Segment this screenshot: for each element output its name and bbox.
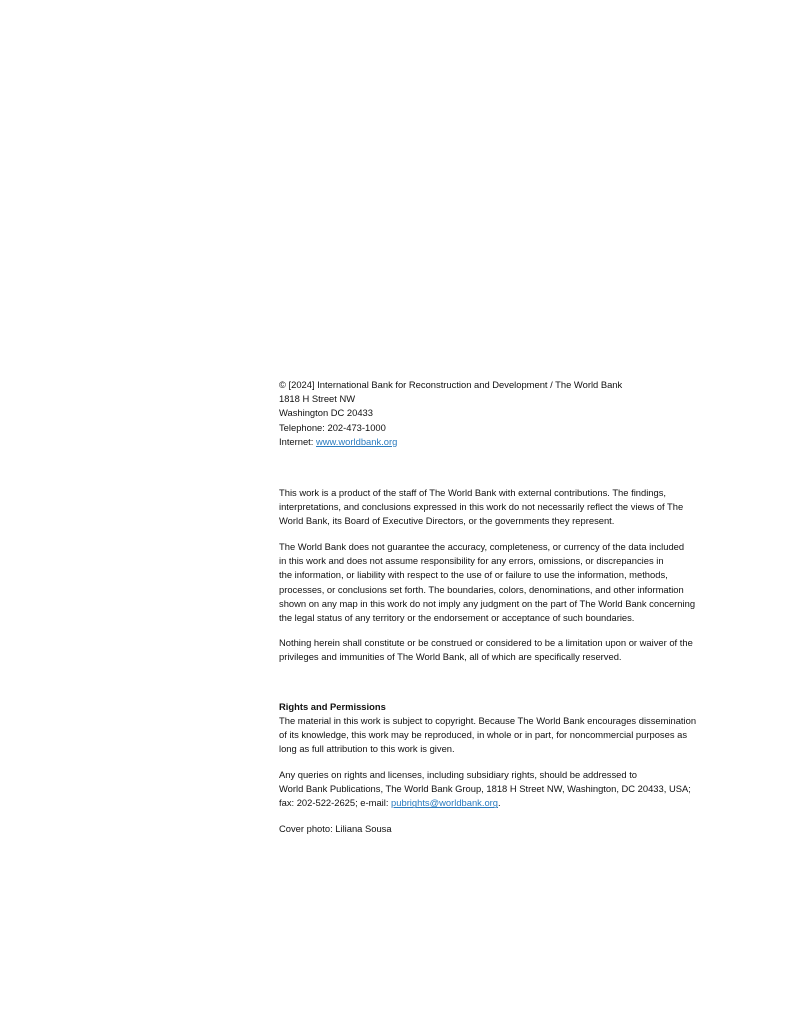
paragraph-line: privileges and immunities of The World Bank, all of which are specifically reserved. <box>279 651 622 663</box>
paragraph-line: Nothing herein shall constitute or be construed or considered to be a limitation upon or waiver of the <box>279 637 693 648</box>
cover-photo-credit: Cover photo: Liliana Sousa <box>279 823 392 834</box>
paragraph-line: the legal status of any territory or the endorsement or acceptance of such boundaries. <box>279 612 635 624</box>
paragraph-line: processes, or conclusions set forth. The boundaries, colors, denominations, and other information <box>279 583 684 595</box>
paragraph-line: The World Bank does not guarantee the accuracy, completeness, or currency of the data included <box>279 541 685 552</box>
address-city: Washington DC 20433 <box>279 407 373 419</box>
paragraph-line: World Bank Publications, The World Bank Group, 1818 H Street NW, Washington, DC 20433, USA; <box>279 783 691 795</box>
paragraph-line: This work is a product of the staff of The World Bank with external contributions. The findings, <box>279 487 667 498</box>
paragraph-line: long as full attribution to this work is given. <box>279 743 455 755</box>
pubrights-email-link[interactable]: pubrights@worldbank.org <box>391 797 499 809</box>
rights-heading: Rights and Permissions <box>279 701 386 712</box>
paragraph-line: in this work and does not assume responsibility for any errors, omissions, or discrepancies in <box>279 555 664 567</box>
internet-label: Internet: <box>279 435 317 447</box>
internet-line <box>279 435 719 449</box>
telephone-line: Telephone: 202-473-1000 <box>279 421 386 433</box>
rights-paragraph-1 <box>279 714 719 757</box>
paragraph-line: World Bank, its Board of Executive Directors, or the governments they represent. <box>279 515 615 527</box>
paragraph-line: shown on any map in this work do not imply any judgment on the part of The World Bank concerning <box>279 597 696 609</box>
fax-email-prefix: fax: 202-522-2625; e-mail: <box>279 797 392 809</box>
paragraph-line: interpretations, and conclusions expressed in this work do not necessarily reflect the views of The <box>279 501 684 513</box>
address-block <box>279 378 719 449</box>
copyright-line: © [2024] International Bank for Reconstruction and Development / The World Bank <box>279 379 623 390</box>
disclaimer-paragraph-3 <box>279 636 719 664</box>
paragraph-line: The material in this work is subject to copyright. Because The World Bank encourages dissemination <box>279 715 697 726</box>
paragraph-line <box>279 796 719 810</box>
worldbank-website-link[interactable]: www.worldbank.org <box>316 435 398 447</box>
disclaimer-paragraph-1 <box>279 486 719 529</box>
paragraph-line: the information, or liability with respect to the use of or failure to use the information, methods, <box>279 569 668 581</box>
paragraph-line: Any queries on rights and licenses, including subsidiary rights, should be addressed to <box>279 769 638 780</box>
address-street: 1818 H Street NW <box>279 393 356 405</box>
rights-paragraph-2 <box>279 768 719 811</box>
fax-email-suffix: . <box>498 797 501 809</box>
paragraph-line: of its knowledge, this work may be reproduced, in whole or in part, for noncommercial purposes as <box>279 729 688 741</box>
disclaimer-paragraph-2 <box>279 540 719 625</box>
